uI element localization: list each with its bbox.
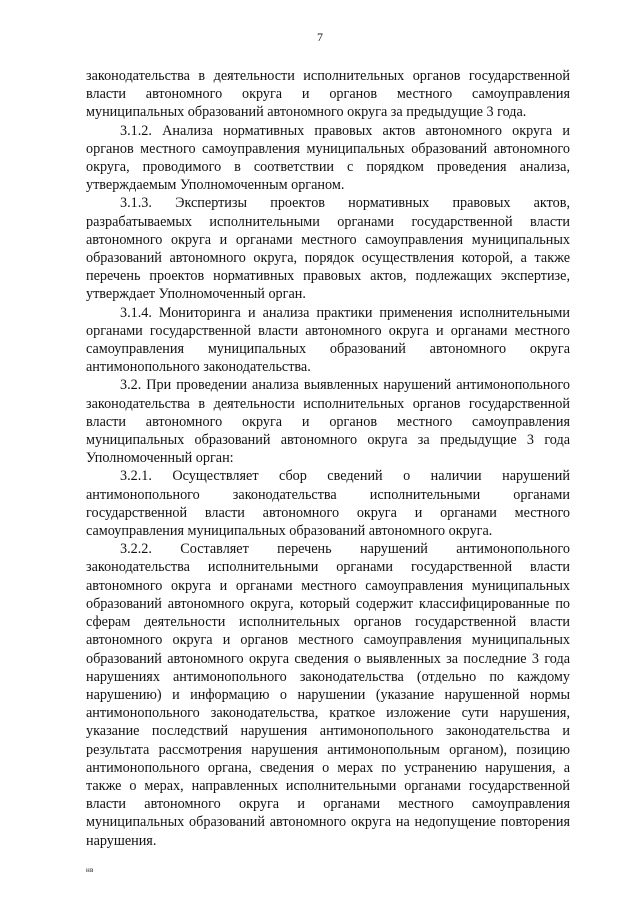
paragraph: 3.1.2. Анализа нормативных правовых актов автономного округа и органов местного самоуправления муниципальных образований автономного округа, проводимого в соответствии с порядком проведения анализа, утверждаемым Уполномоченным органом.	[86, 122, 570, 194]
paragraph: 3.1.4. Мониторинга и анализа практики применения исполнительными органами государственной власти автономного округа и органами местного самоуправления муниципальных образований автономного округа антимонопольного законодательства.	[86, 304, 570, 376]
footer-mark: нв	[86, 866, 94, 874]
paragraph: законодательства в деятельности исполнительных органов государственной власти автономного округа и органов местного самоуправления муниципальных образований автономного округа за предыдущие 3 года.	[86, 68, 570, 121]
paragraph: 3.2. При проведении анализа выявленных нарушений антимонопольного законодательства в деятельности исполнительных органов государственной власти автономного округа и органов местного самоуправления муниципальных образований автономного округа за предыдущие 3 года Уполномоченный орган:	[86, 377, 570, 467]
paragraph: 3.2.2. Составляет перечень нарушений антимонопольного законодательства исполнительными органами государственной власти автономного округа и органами местного самоуправления муниципальных образований автономного округа, который содержит классифицированные по сферам деятельности исполнительных органов государственной власти автономного округа и органов местного самоуправления муниципальных образований автономного округа сведения о выявленных за последние 3 года нарушениях антимонопольного законодательства (отдельно по каждому нарушению) и информацию о нарушении (указание нарушенной нормы антимонопольного законодательства, краткое изложение сути нарушения, указание последствий нарушения антимонопольного законодательства и результата рассмотрения нарушения антимонопольным органом), позицию антимонопольного органа, сведения о мерах по устранению нарушения, а также о мерах, направленных исполнительными органами государственной власти автономного округа и органами местного самоуправления муниципальных образований автономного округа на недопущение повторения нарушения.	[86, 541, 570, 849]
paragraph: 3.1.3. Экспертизы проектов нормативных правовых актов, разрабатываемых исполнительными органами государственной власти автономного округа и органами местного самоуправления муниципальных образований автономного округа, порядок осуществления которой, а также перечень проектов нормативных правовых актов, подлежащих экспертизе, утверждает Уполномоченный орган.	[86, 195, 570, 303]
page-number: 7	[317, 30, 323, 44]
document-body	[86, 67, 570, 850]
paragraph: 3.2.1. Осуществляет сбор сведений о наличии нарушений антимонопольного законодательства исполнительными органами государственной власти автономного округа и органами местного самоуправления муниципальных образований автономного округа.	[86, 468, 570, 540]
